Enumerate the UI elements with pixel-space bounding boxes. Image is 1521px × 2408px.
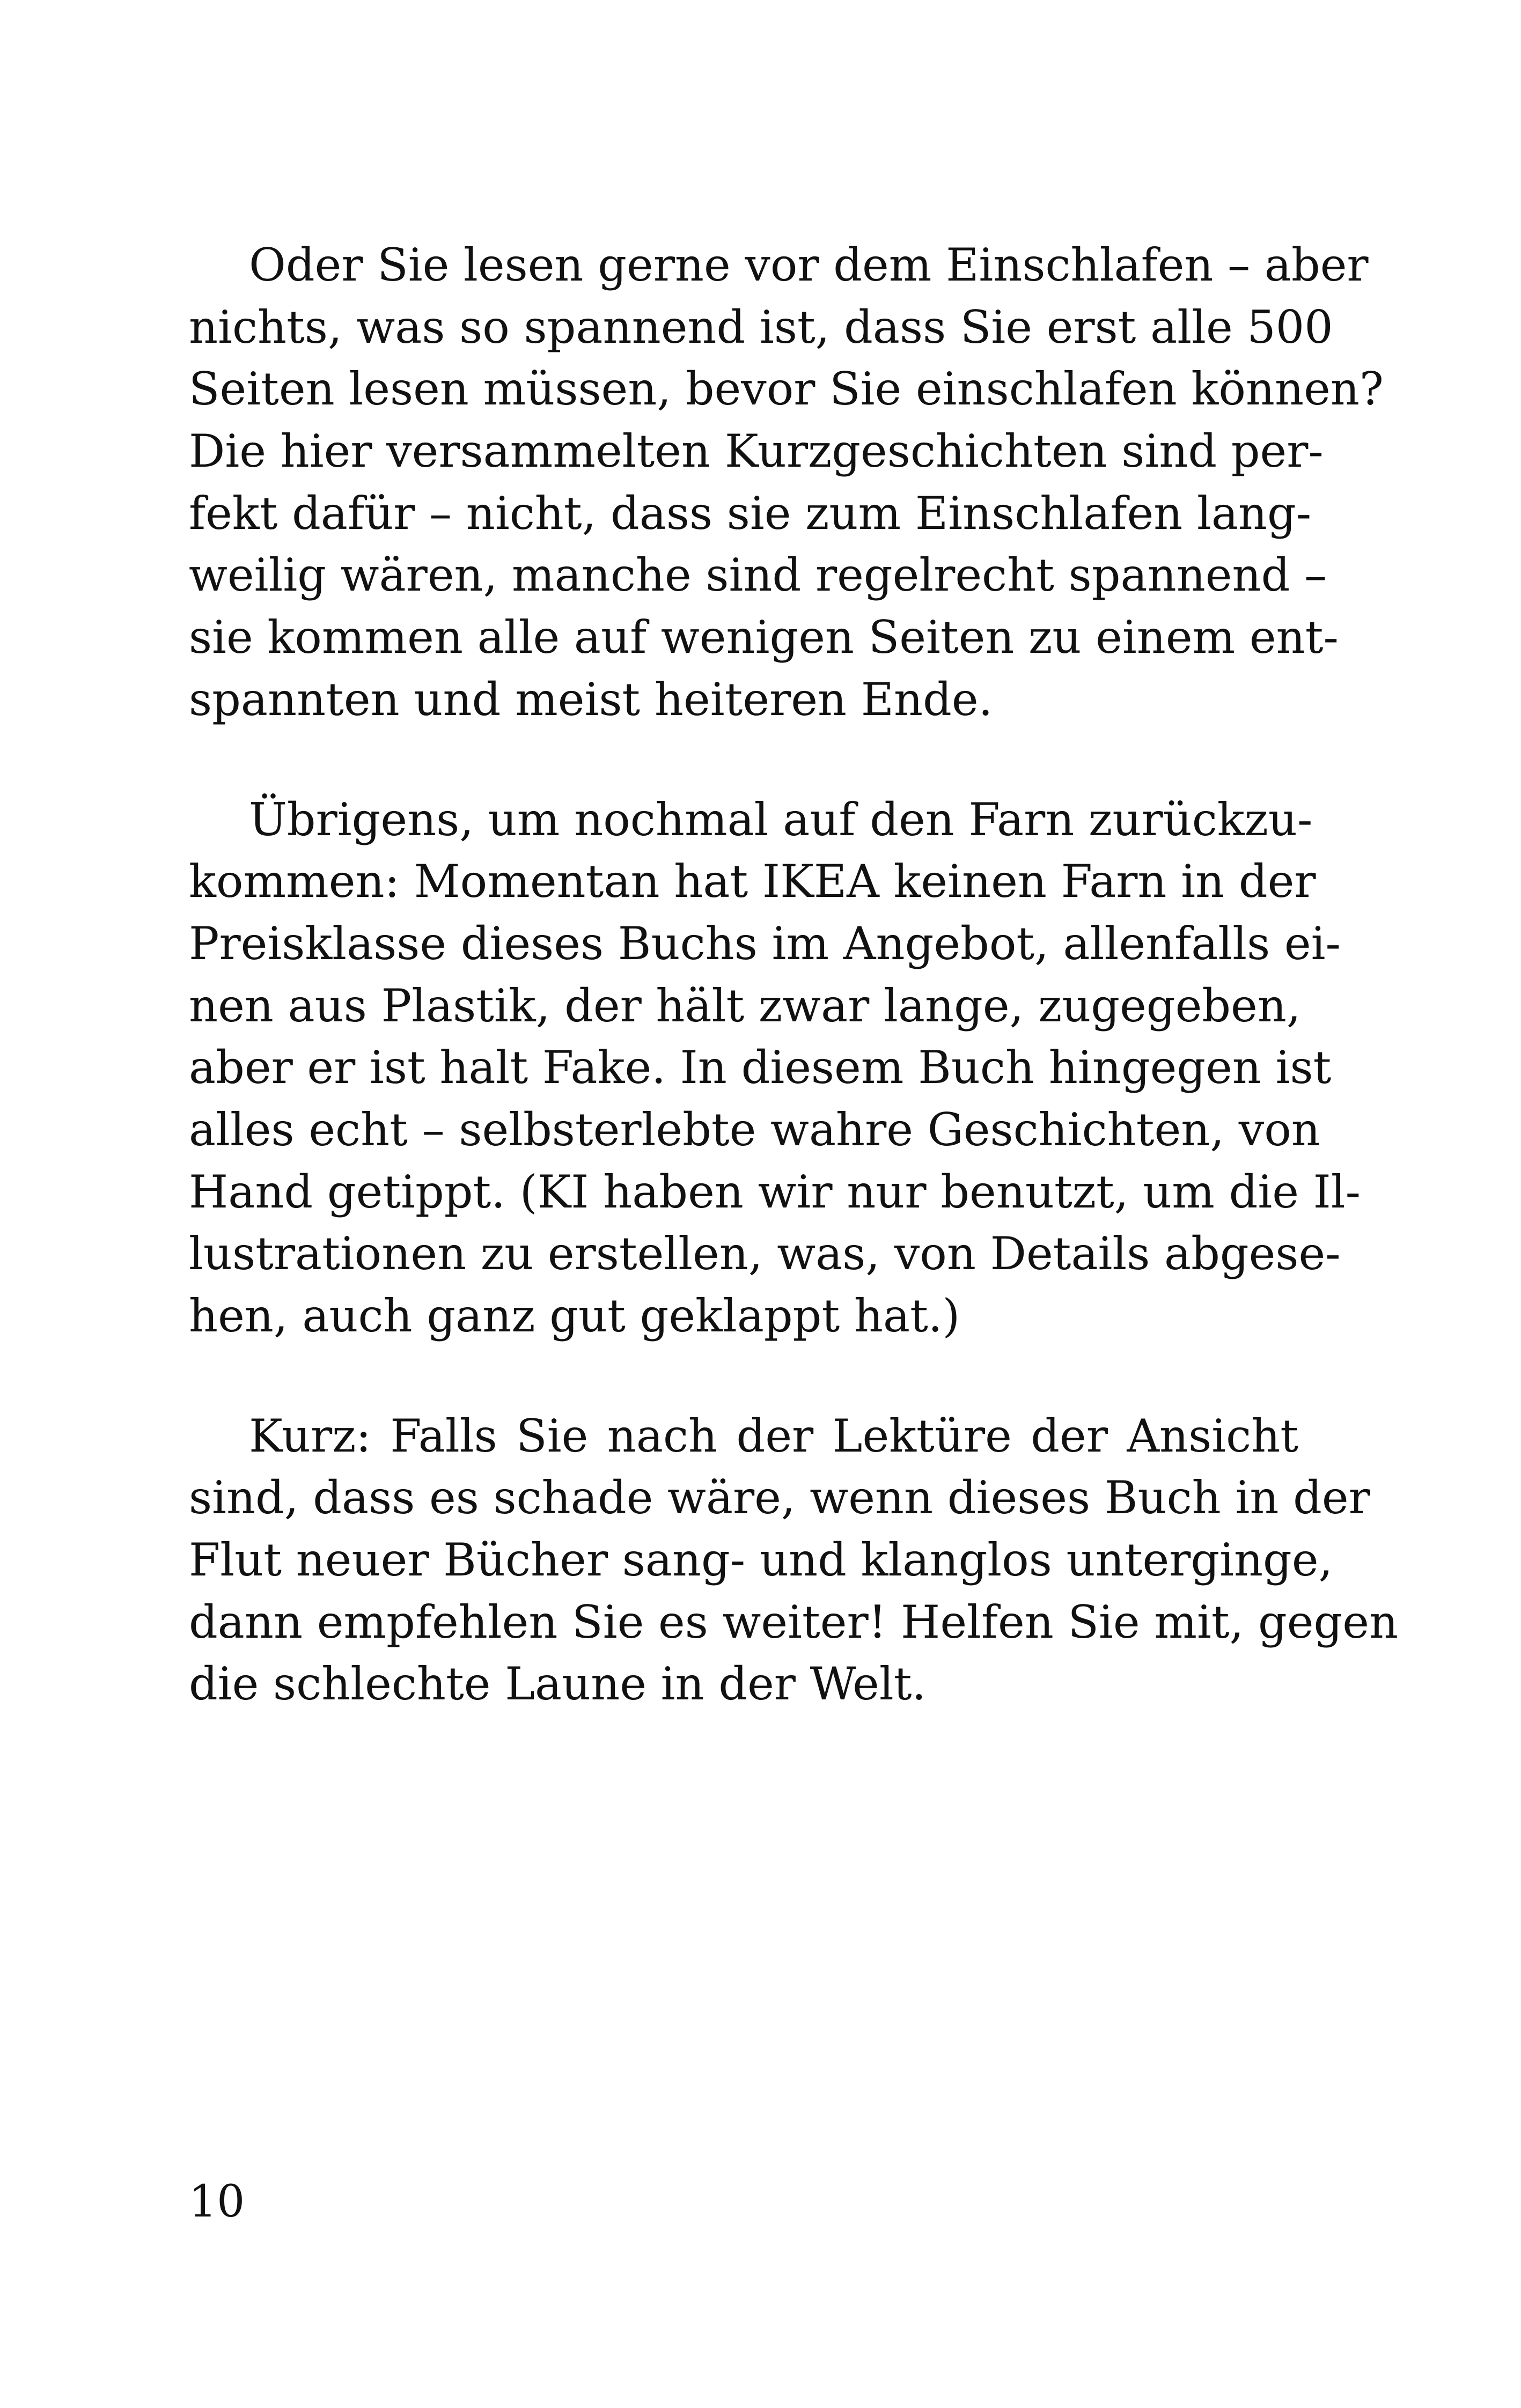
text-line: alles echt – selbsterlebte wahre Geschichten, von bbox=[189, 1103, 1320, 1156]
text-line: Oder Sie lesen gerne vor dem Einschlafen – aber bbox=[249, 239, 1369, 291]
text-line: kommen: Momentan hat IKEA keinen Farn in der bbox=[189, 855, 1316, 908]
text-line: Preisklasse dieses Buchs im Angebot, allenfalls ei- bbox=[189, 917, 1341, 970]
text-line: sie kommen alle auf wenigen Seiten zu einem ent- bbox=[189, 611, 1339, 664]
text-line: Hand getippt. (KI haben wir nur benutzt, um die Il- bbox=[189, 1165, 1361, 1218]
page-number: 10 bbox=[189, 2176, 245, 2227]
text-line: sind, dass es schade wäre, wenn dieses Buch in der bbox=[189, 1471, 1370, 1525]
paragraph bbox=[189, 234, 1384, 731]
text-line: Kurz: Falls Sie nach der Lektüre der Ansicht bbox=[249, 1409, 1298, 1462]
text-line: Seiten lesen müssen, bevor Sie einschlafen können? bbox=[189, 363, 1384, 416]
text-line: fekt dafür – nicht, dass sie zum Einschlafen lang- bbox=[189, 487, 1312, 540]
text-line: lustrationen zu erstellen, was, von Details abgese- bbox=[189, 1227, 1341, 1280]
body-text bbox=[189, 234, 1399, 1715]
text-line: aber er ist halt Fake. In diesem Buch hingegen ist bbox=[189, 1041, 1332, 1094]
text-line: nichts, was so spannend ist, dass Sie erst alle 500 bbox=[189, 300, 1333, 354]
text-line: weilig wären, manche sind regelrecht spannend – bbox=[189, 549, 1327, 602]
paragraph bbox=[189, 789, 1361, 1347]
text-line: dann empfehlen Sie es weiter! Helfen Sie mit, gegen bbox=[189, 1595, 1399, 1648]
text-line: hen, auch ganz gut geklappt hat.) bbox=[189, 1290, 960, 1342]
text-line: spannten und meist heiteren Ende. bbox=[189, 673, 993, 726]
text-line: die schlechte Laune in der Welt. bbox=[189, 1658, 927, 1711]
text-line: Flut neuer Bücher sang- und klanglos unterginge, bbox=[189, 1534, 1333, 1587]
text-line: Die hier versammelten Kurzgeschichten sind per- bbox=[189, 425, 1324, 478]
text-line: Übrigens, um nochmal auf den Farn zurückzu- bbox=[249, 793, 1313, 846]
text-line: nen aus Plastik, der hält zwar lange, zugegeben, bbox=[189, 979, 1301, 1032]
paragraph bbox=[189, 1405, 1399, 1715]
